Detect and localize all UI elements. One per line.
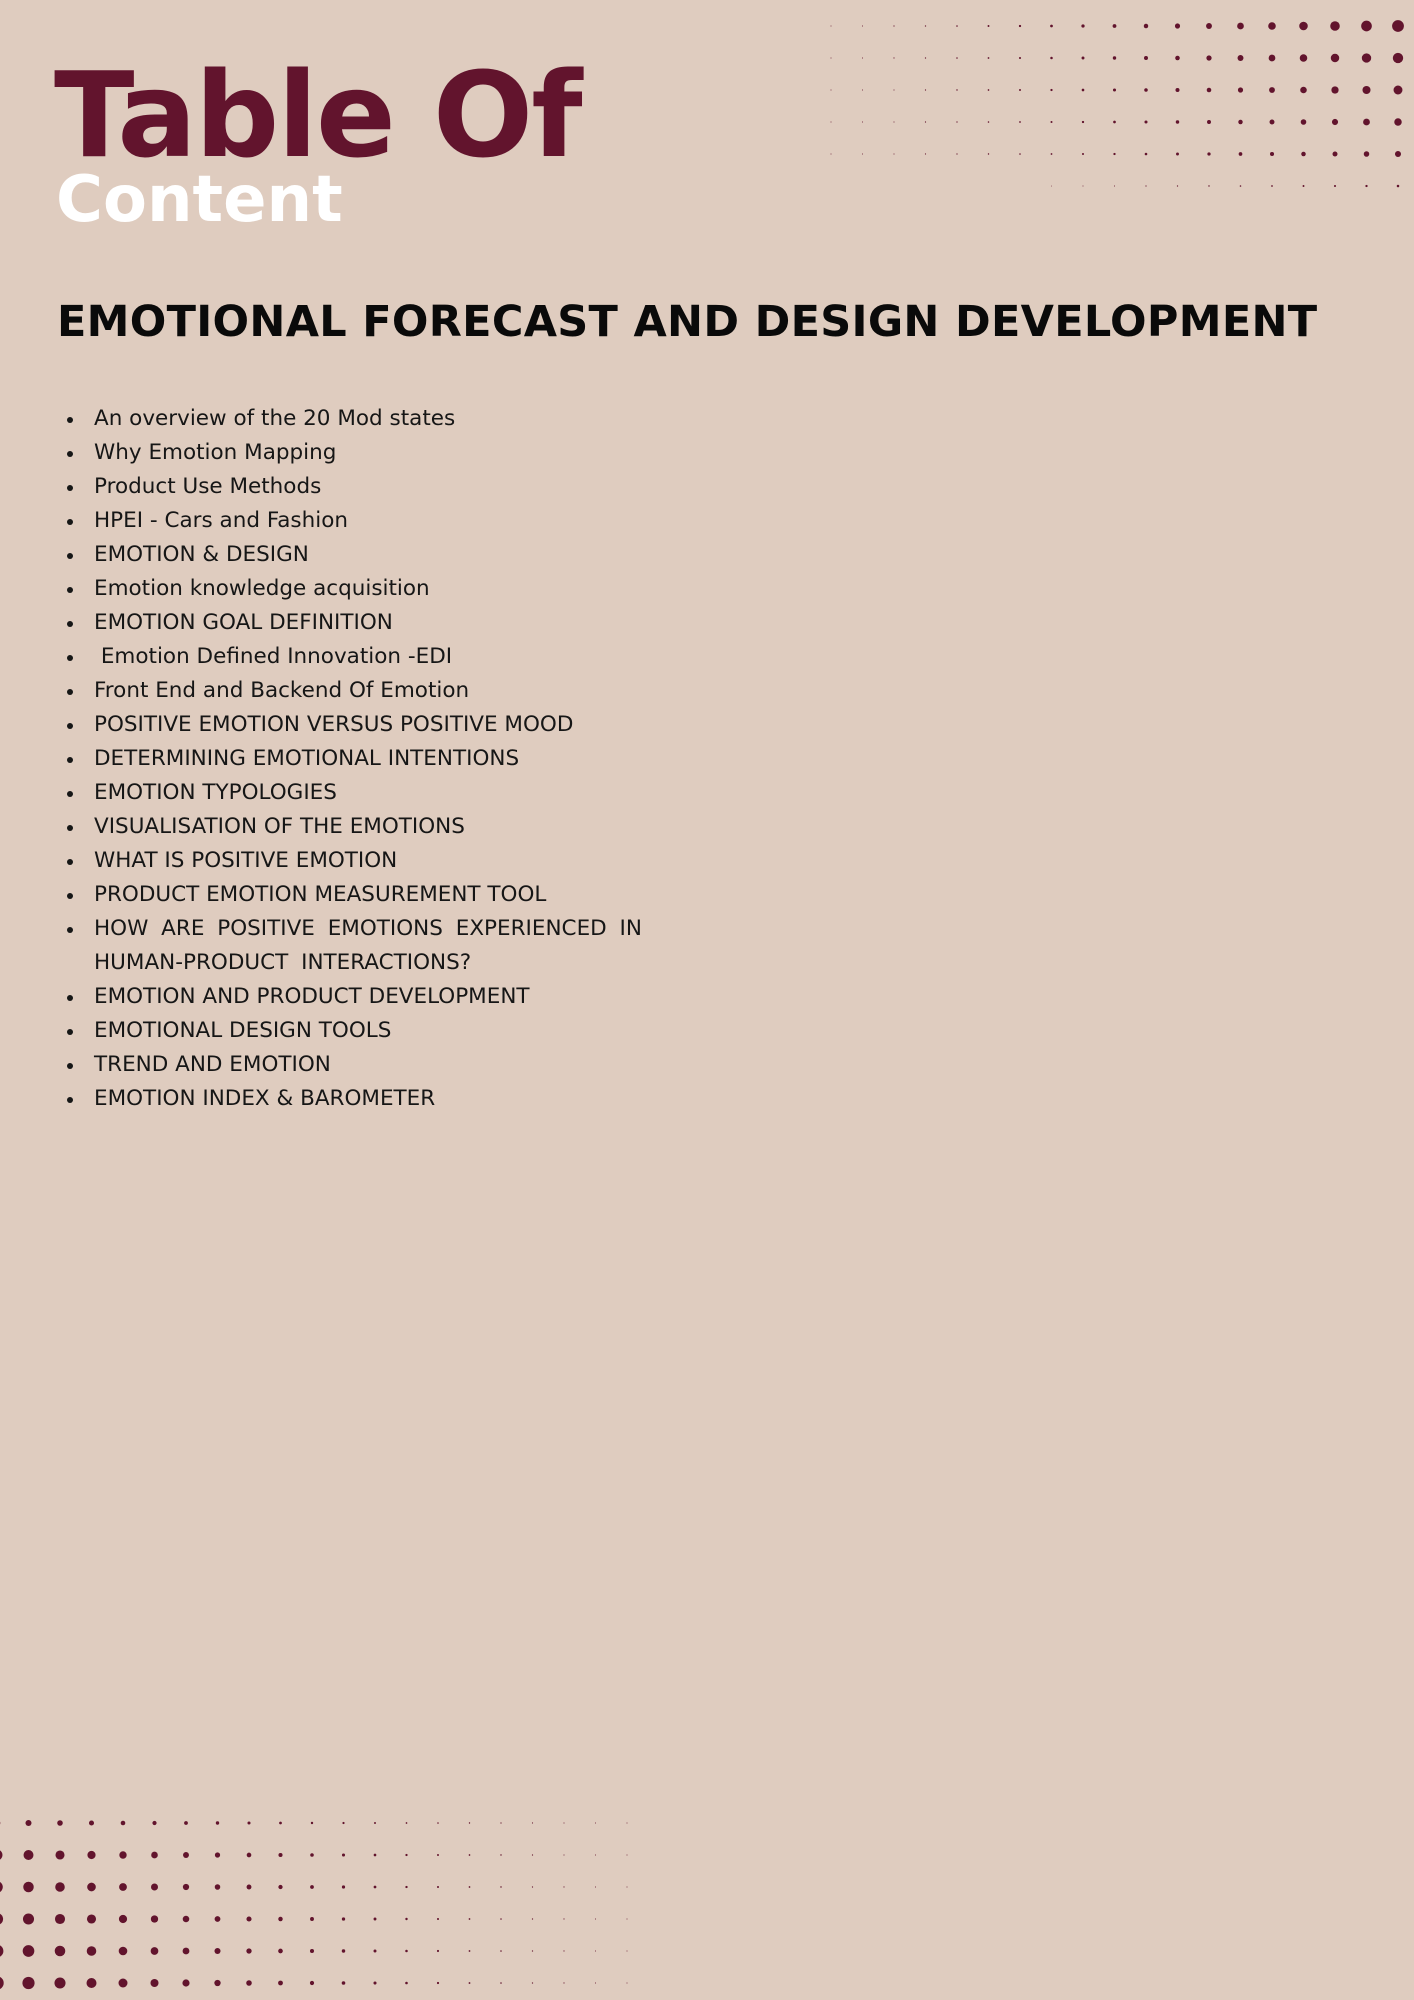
decorative-dot: [374, 1886, 377, 1889]
decorative-dot: [247, 1885, 252, 1890]
toc-item: EMOTION GOAL DEFINITION: [94, 606, 734, 640]
decorative-dot: [87, 1914, 96, 1923]
decorative-dot: [532, 1854, 533, 1855]
decorative-dot: [278, 1853, 282, 1857]
decorative-dot: [405, 1854, 407, 1856]
decorative-dot: [925, 25, 926, 26]
decorative-dot: [1207, 152, 1210, 155]
decorative-dot: [150, 1979, 158, 1987]
decorative-dot: [151, 1884, 158, 1891]
table-of-contents-list: [94, 402, 734, 1116]
decorative-dot: [215, 1852, 220, 1857]
decorative-dot: [988, 57, 990, 59]
decorative-dot: [342, 1981, 346, 1985]
page-subtitle: Content: [56, 163, 343, 237]
decorative-dot: [831, 90, 832, 91]
decorative-dot: [1206, 55, 1211, 60]
decorative-dot: [1081, 24, 1084, 27]
decorative-dot: [1113, 121, 1116, 124]
toc-item: EMOTION & DESIGN: [94, 538, 734, 572]
decorative-dot: [342, 1917, 345, 1920]
toc-item: POSITIVE EMOTION VERSUS POSITIVE MOOD: [94, 708, 734, 742]
decorative-dot: [216, 1821, 219, 1824]
toc-item: HOW ARE POSITIVE EMOTIONS EXPERIENCED IN HUMAN-PRODUCT INTERACTIONS?: [94, 912, 694, 980]
decorative-dot: [55, 1914, 65, 1924]
decorative-dot: [1269, 87, 1275, 93]
decorative-dot: [310, 1981, 314, 1985]
toc-item: EMOTION TYPOLOGIES: [94, 776, 734, 810]
decorative-dot: [55, 1946, 66, 1957]
decorative-dot: [925, 121, 926, 122]
decorative-dot: [1361, 21, 1372, 32]
decorative-dot: [374, 1918, 377, 1921]
decorative-dot: [214, 1980, 220, 1986]
decorative-dot: [119, 1947, 128, 1956]
decorative-dot: [1208, 185, 1209, 186]
decorative-dot: [1303, 185, 1305, 187]
decorative-dot: [1051, 186, 1052, 187]
decorative-dot: [437, 1918, 439, 1920]
decorative-dot: [988, 25, 990, 27]
decorative-dot: [215, 1916, 221, 1922]
decorative-dot: [1113, 56, 1116, 59]
toc-item: EMOTION AND PRODUCT DEVELOPMENT: [94, 980, 734, 1014]
decorative-dot: [500, 1982, 502, 1984]
decorative-dot: [1145, 153, 1148, 156]
decorative-dot: [627, 1887, 628, 1888]
decorative-dot: [627, 1951, 628, 1952]
decorative-dot: [1240, 185, 1242, 187]
decorative-dot: [342, 1822, 344, 1824]
decorative-dot: [956, 121, 957, 122]
decorative-dot: [1270, 152, 1274, 156]
decorative-dot: [405, 1918, 407, 1920]
decorative-dot: [1207, 88, 1212, 93]
decorative-dot: [0, 1976, 4, 1989]
decorative-dot: [956, 25, 958, 27]
decorative-dot: [54, 1977, 65, 1988]
toc-item: TREND AND EMOTION: [94, 1048, 734, 1082]
decorative-dot: [0, 1850, 2, 1861]
decorative-dot: [184, 1821, 188, 1825]
decorative-dot: [1175, 88, 1179, 92]
decorative-dot: [342, 1885, 345, 1888]
decorative-dot: [1144, 56, 1148, 60]
toc-item: Emotion Defined Innovation -EDI: [94, 640, 734, 674]
decorative-dot: [862, 153, 863, 154]
decorative-dot: [532, 1822, 533, 1823]
decorative-dot: [469, 1950, 471, 1952]
decorative-dot: [87, 1946, 97, 1956]
decorative-dot: [1271, 185, 1273, 187]
decorative-dot: [119, 1915, 127, 1923]
decorative-dot: [988, 153, 989, 154]
decorative-dot: [1238, 120, 1242, 124]
decorative-dot: [278, 1917, 282, 1921]
toc-item: VISUALISATION OF THE EMOTIONS: [94, 810, 734, 844]
decorative-dot: [214, 1948, 220, 1954]
decorative-dot: [437, 1854, 439, 1856]
section-heading: EMOTIONAL FORECAST AND DESIGN DEVELOPMENT: [57, 297, 1318, 347]
decorative-dot: [1394, 118, 1401, 125]
decorative-dot: [119, 1979, 128, 1988]
decorative-dot: [1364, 151, 1370, 157]
decorative-dot: [1176, 120, 1179, 123]
decorative-dot: [22, 1977, 34, 1989]
decorative-dot: [500, 1822, 501, 1823]
toc-item: DETERMINING EMOTIONAL INTENTIONS: [94, 742, 734, 776]
decorative-dot: [310, 1949, 314, 1953]
decorative-dot: [119, 1883, 127, 1891]
decorative-dot: [627, 1823, 628, 1824]
decorative-dot: [374, 1950, 377, 1953]
decorative-dot: [1083, 186, 1084, 187]
decorative-dot: [893, 57, 894, 58]
decorative-dot: [1175, 23, 1180, 28]
decorative-dot: [831, 122, 832, 123]
decorative-dot: [1300, 54, 1308, 62]
decorative-dot: [500, 1854, 501, 1855]
decorative-dot: [246, 1916, 251, 1921]
decorative-dot: [1082, 153, 1084, 155]
decorative-dot: [1270, 120, 1275, 125]
decorative-dot: [23, 1945, 35, 1957]
decorative-dot: [563, 1886, 564, 1887]
decorative-dot: [246, 1980, 252, 1986]
decorative-dot: [1051, 153, 1053, 155]
decorative-dot: [893, 121, 894, 122]
decorative-dot: [1300, 87, 1307, 94]
decorative-dot: [1269, 55, 1276, 62]
decorative-dot: [532, 1982, 533, 1983]
decorative-dot: [563, 1982, 564, 1983]
decorative-dot: [1363, 119, 1370, 126]
decorative-dot: [595, 1822, 596, 1823]
decorative-dot: [500, 1950, 502, 1952]
decorative-dot: [0, 1913, 3, 1925]
toc-item: Why Emotion Mapping: [94, 436, 734, 470]
decorative-dot: [563, 1822, 564, 1823]
decorative-dot: [862, 57, 863, 58]
decorative-dot: [374, 1822, 376, 1824]
decorative-dot: [24, 1850, 34, 1860]
toc-item: HPEI - Cars and Fashion: [94, 504, 734, 538]
decorative-dot: [183, 1916, 190, 1923]
decorative-dot: [246, 1948, 251, 1953]
decorative-dot: [1268, 22, 1276, 30]
decorative-dot: [1144, 88, 1148, 92]
decorative-dot: [1050, 89, 1052, 91]
decorative-dot: [862, 121, 863, 122]
decorative-dot: [1332, 119, 1338, 125]
decorative-dot: [1019, 89, 1021, 91]
decorative-dot: [87, 1978, 97, 1988]
decorative-dot: [1145, 185, 1146, 186]
decorative-dot: [437, 1950, 439, 1952]
decorative-dot: [342, 1853, 345, 1856]
page-title: Table Of: [54, 46, 581, 184]
decorative-dot: [627, 1919, 628, 1920]
decorative-dot: [1082, 89, 1085, 92]
decorative-dot: [1206, 23, 1212, 29]
decorative-dot: [405, 1982, 408, 1985]
decorative-dot: [595, 1982, 596, 1983]
toc-item: Product Use Methods: [94, 470, 734, 504]
decorative-dot: [57, 1820, 63, 1826]
decorative-dot: [1050, 57, 1053, 60]
decorative-dot: [310, 1917, 314, 1921]
decorative-dot: [469, 1822, 470, 1823]
decorative-dot: [183, 1884, 189, 1890]
decorative-dot: [1050, 121, 1052, 123]
decorative-dot: [1333, 152, 1338, 157]
toc-item: Front End and Backend Of Emotion: [94, 674, 734, 708]
decorative-dot: [183, 1948, 190, 1955]
decorative-dot: [1331, 54, 1339, 62]
decorative-dot: [532, 1950, 533, 1951]
decorative-dot: [215, 1884, 221, 1890]
decorative-dot: [956, 153, 957, 154]
decorative-dot: [627, 1855, 628, 1856]
decorative-dot: [831, 26, 832, 27]
decorative-dot: [151, 1852, 158, 1859]
decorative-dot: [119, 1851, 126, 1858]
decorative-dot: [1392, 20, 1404, 32]
decorative-dot: [1113, 153, 1115, 155]
decorative-dot: [1019, 25, 1021, 27]
decorative-dot: [1176, 153, 1179, 156]
decorative-dot: [1395, 151, 1401, 157]
decorative-dot: [1397, 185, 1400, 188]
decorative-dot: [563, 1918, 564, 1919]
decorative-dot: [1362, 86, 1370, 94]
toc-item: PRODUCT EMOTION MEASUREMENT TOOL: [94, 878, 734, 912]
decorative-dot: [1334, 185, 1336, 187]
decorative-dot: [469, 1886, 471, 1888]
decorative-dot: [121, 1821, 126, 1826]
decorative-dot: [310, 1853, 314, 1857]
decorative-dot: [406, 1822, 408, 1824]
decorative-dot: [988, 121, 990, 123]
decorative-dot: [1019, 57, 1021, 59]
decorative-dot: [1331, 86, 1338, 93]
decorative-dot: [1362, 53, 1371, 62]
decorative-dot: [1113, 88, 1116, 91]
decorative-dot: [1301, 152, 1306, 157]
decorative-dot: [1238, 55, 1244, 61]
decorative-dot: [55, 1882, 65, 1892]
decorative-dot: [25, 1820, 31, 1826]
decorative-dot: [925, 57, 926, 58]
decorative-dot: [469, 1854, 471, 1856]
decorative-dot: [956, 89, 957, 90]
decorative-dot: [1144, 24, 1148, 28]
decorative-dot: [437, 1982, 439, 1984]
decorative-dot: [956, 57, 958, 59]
decorative-dot: [405, 1886, 407, 1888]
decorative-dot: [152, 1821, 156, 1825]
decorative-dot: [23, 1882, 34, 1893]
decorative-dot: [279, 1822, 282, 1825]
decorative-dot: [0, 1945, 3, 1958]
decorative-dot: [1113, 24, 1117, 28]
decorative-dot: [182, 1979, 189, 1986]
decorative-dot: [151, 1915, 158, 1922]
decorative-dot: [893, 89, 894, 90]
decorative-dot: [310, 1885, 314, 1889]
decorative-dot: [55, 1850, 64, 1859]
decorative-dot: [925, 89, 926, 90]
decorative-dot: [247, 1853, 252, 1858]
decorative-dot: [1365, 185, 1367, 187]
decorative-dot: [532, 1918, 533, 1919]
decorative-dot: [988, 89, 990, 91]
decorative-dot: [1207, 120, 1211, 124]
decorative-dot: [1330, 21, 1340, 31]
decorative-dot: [247, 1821, 250, 1824]
decorative-dot: [1237, 23, 1244, 30]
decorative-dot: [1301, 119, 1307, 125]
decorative-dot: [595, 1886, 596, 1887]
toc-item: EMOTIONAL DESIGN TOOLS: [94, 1014, 734, 1048]
decorative-dot: [89, 1820, 94, 1825]
decorative-dot: [151, 1947, 159, 1955]
decorative-dot: [311, 1822, 313, 1824]
decorative-dot: [595, 1918, 596, 1919]
decorative-dot: [1019, 153, 1021, 155]
decorative-dot: [23, 1913, 34, 1924]
decorative-dot: [831, 58, 832, 59]
decorative-dot: [1394, 86, 1403, 95]
decorative-dot: [1175, 56, 1180, 61]
decorative-dot: [437, 1886, 439, 1888]
decorative-dot: [1239, 152, 1243, 156]
decorative-dot: [500, 1918, 502, 1920]
decorative-dot: [1019, 121, 1021, 123]
decorative-dot: [862, 25, 863, 26]
decorative-dot: [183, 1852, 189, 1858]
decorative-dot: [595, 1854, 596, 1855]
decorative-dot: [278, 1981, 283, 1986]
decorative-dot: [278, 1885, 282, 1889]
decorative-dot: [87, 1883, 96, 1892]
decorative-dot: [893, 153, 894, 154]
toc-item: WHAT IS POSITIVE EMOTION: [94, 844, 734, 878]
decorative-dot: [925, 153, 926, 154]
decorative-dot: [1082, 57, 1085, 60]
decorative-dot: [595, 1950, 596, 1951]
decorative-dot: [532, 1886, 533, 1887]
decorative-dot: [278, 1949, 283, 1954]
decorative-dot: [1082, 121, 1084, 123]
decorative-dot: [405, 1950, 408, 1953]
decorative-dot: [374, 1854, 377, 1857]
decorative-dot: [1144, 120, 1147, 123]
decorative-dot: [563, 1950, 564, 1951]
decorative-dot: [469, 1982, 471, 1984]
decorative-dot: [0, 1881, 3, 1893]
decorative-dot: [342, 1949, 345, 1952]
decorative-dot: [1050, 25, 1053, 28]
decorative-dot: [437, 1822, 439, 1824]
decorative-dot: [1177, 185, 1178, 186]
decorative-dot: [469, 1918, 471, 1920]
decorative-dot: [500, 1886, 501, 1887]
decorative-dot: [1393, 53, 1403, 63]
decorative-dot: [831, 154, 832, 155]
decorative-dot: [1299, 22, 1308, 31]
decorative-dot: [1238, 87, 1243, 92]
toc-item: An overview of the 20 Mod states: [94, 402, 734, 436]
decorative-dot: [373, 1981, 376, 1984]
toc-item: Emotion knowledge acquisition: [94, 572, 734, 606]
decorative-dot: [1114, 185, 1115, 186]
decorative-dot: [563, 1854, 564, 1855]
decorative-dot: [627, 1983, 628, 1984]
decorative-dot: [87, 1851, 95, 1859]
decorative-dot: [893, 25, 894, 26]
decorative-dot: [862, 89, 863, 90]
toc-item: EMOTION INDEX & BAROMETER: [94, 1082, 734, 1116]
